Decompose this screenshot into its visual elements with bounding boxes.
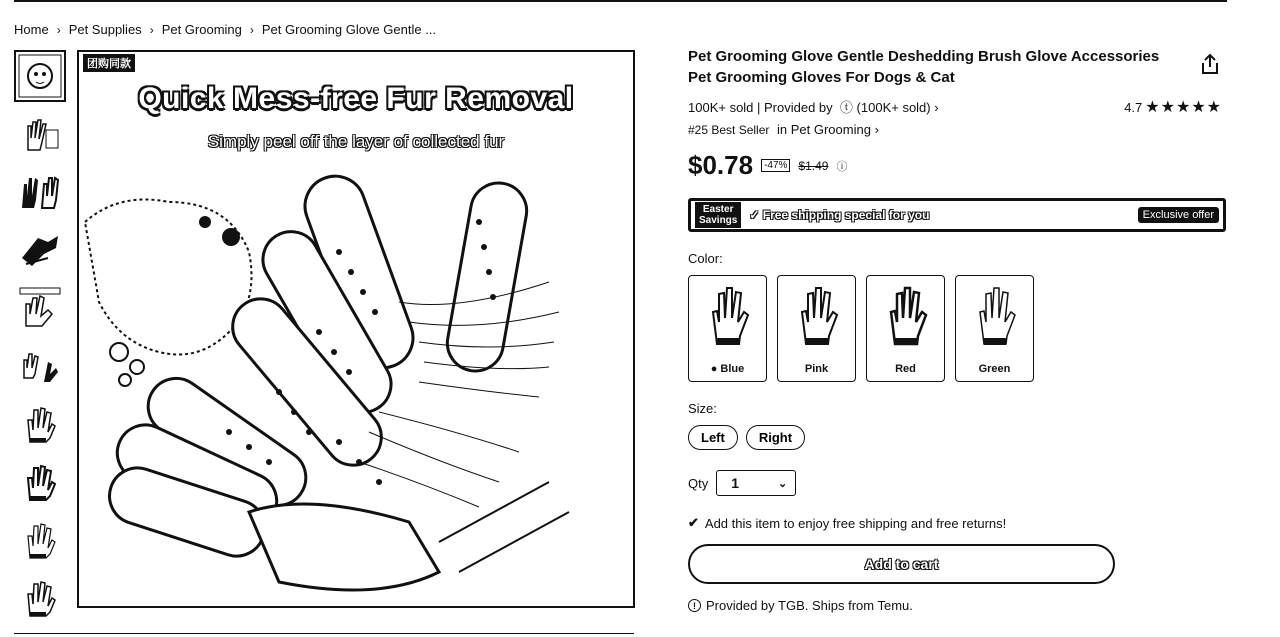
- glove-icon: [699, 282, 757, 350]
- color-option-label: Pink: [804, 363, 829, 375]
- color-option-label: Green: [978, 363, 1011, 375]
- glove-blue-icon: [18, 402, 62, 446]
- promo-badge-line2: Savings: [699, 215, 738, 226]
- size-options: [688, 425, 805, 450]
- chevron-right-icon: ›: [56, 22, 61, 37]
- info-icon[interactable]: ⓘ: [836, 160, 848, 173]
- free-shipping-note: [688, 515, 1006, 531]
- chevron-right-icon: ›: [249, 22, 254, 37]
- thumbnail-2[interactable]: [14, 108, 66, 160]
- sold-count: 100K+ sold | Provided by: [688, 100, 833, 115]
- share-icon[interactable]: [1198, 52, 1222, 76]
- gloves-pair-icon: [18, 170, 62, 214]
- rank-category: in Pet Grooming: [777, 122, 871, 137]
- thumbnail-5[interactable]: [14, 282, 66, 334]
- glove-with-fur-illustration: [79, 162, 633, 606]
- checkmark-icon: ✔: [688, 515, 699, 530]
- color-option-name: Blue: [720, 363, 745, 375]
- star-icons: ★★★★★: [1145, 99, 1222, 116]
- color-option-label: Red: [895, 363, 916, 375]
- thumbnail-10[interactable]: [14, 572, 66, 624]
- size-label: Size:: [688, 401, 717, 416]
- thumbnail-3[interactable]: [14, 166, 66, 218]
- product-title: Pet Grooming Glove Gentle Deshedding Brush Glove Accessories Pet Grooming Gloves For Dogs & Cat: [688, 48, 1160, 86]
- glove-closeup-icon: [18, 286, 62, 330]
- qty-value: 1: [731, 475, 740, 491]
- top-divider: [14, 0, 1227, 2]
- quantity-select[interactable]: [716, 470, 796, 496]
- thumbnail-8[interactable]: [14, 456, 66, 508]
- price-row: [688, 150, 847, 181]
- image-headline: Quick Mess-free Fur Removal: [138, 82, 574, 115]
- glove-pink-icon: [18, 460, 62, 504]
- promo-shipping-text: Free shipping special for you: [762, 208, 930, 222]
- main-product-image[interactable]: [77, 50, 635, 608]
- provided-by-text: Provided by TGB. Ships from Temu.: [706, 598, 913, 613]
- color-option-green[interactable]: [955, 275, 1034, 382]
- glove-icon: [788, 282, 846, 350]
- rank-text: #25 Best Seller: [688, 123, 770, 137]
- best-seller-rank[interactable]: [688, 122, 879, 137]
- image-tag: 团购同款: [83, 54, 135, 72]
- chevron-right-icon: ›: [874, 122, 879, 137]
- discount-badge: -47%: [761, 159, 790, 172]
- color-option-red[interactable]: [866, 275, 945, 382]
- breadcrumb-current: Pet Grooming Glove Gentle ...: [261, 22, 437, 37]
- breadcrumb-home[interactable]: Home: [14, 22, 49, 37]
- breadcrumb-pet-grooming[interactable]: Pet Grooming: [161, 22, 242, 37]
- provided-by-note: [688, 598, 913, 613]
- breadcrumb-pet-supplies[interactable]: Pet Supplies: [68, 22, 142, 37]
- image-subline: Simply peel off the layer of collected fur: [207, 132, 505, 151]
- promo-shipping: ✓ Free shipping special for you: [749, 208, 930, 222]
- promo-badge-line1: Easter: [702, 204, 734, 215]
- product-info: [688, 46, 1228, 613]
- glove-icon: [18, 112, 62, 156]
- thumbnail-list: [14, 50, 66, 630]
- rating[interactable]: [1124, 97, 1222, 117]
- thumbnail-7[interactable]: [14, 398, 66, 450]
- current-price: $0.78: [688, 150, 754, 180]
- info-icon: !: [688, 599, 701, 612]
- glove-size-icon: [18, 344, 62, 388]
- size-option-left[interactable]: Left: [688, 425, 738, 450]
- promo-badge: [695, 202, 741, 228]
- bottom-divider: [14, 633, 634, 634]
- quantity-row: [688, 470, 796, 496]
- color-options: [688, 275, 1034, 382]
- glove-icon: [966, 282, 1024, 350]
- color-option-blue[interactable]: [688, 275, 767, 382]
- chevron-down-icon: ⌄: [778, 477, 788, 490]
- sold-info[interactable]: [688, 97, 939, 117]
- free-shipping-text: Add this item to enjoy free shipping and free returns!: [704, 515, 1007, 531]
- chevron-right-icon: ›: [149, 22, 154, 37]
- glove-red-icon: [18, 518, 62, 562]
- glove-icon: [877, 282, 935, 350]
- thumbnail-9[interactable]: [14, 514, 66, 566]
- promo-banner[interactable]: [688, 198, 1226, 232]
- size-option-right[interactable]: Right: [746, 425, 805, 450]
- qty-label: Qty: [688, 475, 709, 491]
- seller-sold: (100K+ sold): [856, 100, 931, 115]
- grooming-demo-icon: [18, 228, 62, 272]
- thumbnail-6[interactable]: [14, 340, 66, 392]
- breadcrumb: [14, 22, 436, 37]
- add-to-cart-button[interactable]: Add to cart: [688, 544, 1115, 584]
- rating-value: 4.7: [1124, 99, 1143, 115]
- sales-rating-row: [688, 97, 1222, 117]
- dog-face-icon: [18, 54, 62, 98]
- color-option-label: ● Blue: [710, 363, 745, 375]
- color-label: Color:: [688, 251, 723, 266]
- chevron-right-icon: ›: [934, 100, 939, 115]
- glove-green-icon: [18, 576, 62, 620]
- color-option-pink[interactable]: [777, 275, 856, 382]
- thumbnail-1[interactable]: [14, 50, 66, 102]
- exclusive-offer-badge: Exclusive offer: [1138, 207, 1219, 223]
- seller-icon: ⓣ: [836, 100, 853, 115]
- original-price: $1.49: [798, 158, 829, 173]
- thumbnail-4[interactable]: [14, 224, 66, 276]
